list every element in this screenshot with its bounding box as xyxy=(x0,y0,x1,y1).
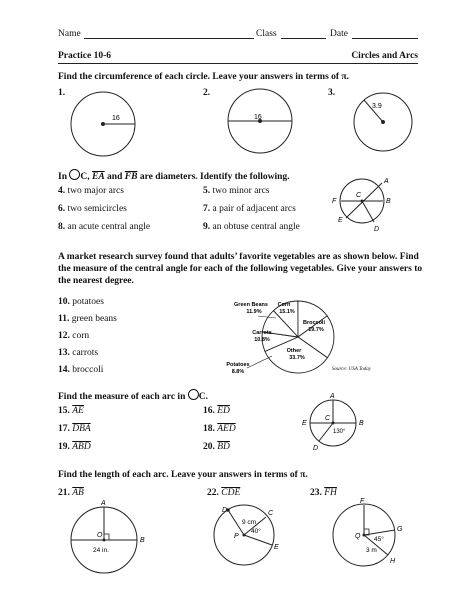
problem-5: 5. two minor arcs xyxy=(203,186,270,196)
svg-text:E: E xyxy=(338,217,343,224)
section4-instruction: Find the measure of each arc in C. xyxy=(58,389,208,402)
svg-text:P: P xyxy=(234,533,239,540)
svg-text:45°: 45° xyxy=(374,536,384,543)
svg-text:B: B xyxy=(386,198,391,205)
problem-4: 4. two major arcs xyxy=(58,186,124,196)
problem-22: 22. $\overline{CDE}$ xyxy=(207,488,241,498)
problem-3-number: 3. xyxy=(328,88,336,98)
problem-12: 12. corn xyxy=(58,331,90,341)
svg-text:G: G xyxy=(397,526,403,533)
problem-19: 19. $\overline{ABD}$ xyxy=(58,442,91,452)
class-label: Class xyxy=(256,29,277,39)
circle-3-radius: 3.9 xyxy=(372,103,382,110)
problem-20: 20. $\overline{BD}$ xyxy=(203,442,230,452)
svg-text:E: E xyxy=(302,420,307,427)
problem-2-number: 2. xyxy=(203,88,211,98)
problem-23: 23. $\overline{FH}$ xyxy=(310,488,337,498)
svg-text:Q: Q xyxy=(355,533,361,540)
problem-15: 15. $\overline{AE}$ xyxy=(58,406,84,416)
svg-text:A: A xyxy=(330,393,335,400)
section3-instruction-line2: the measure of the central angle for each of the following vegetables. Give your answers to xyxy=(58,264,423,274)
fig-23 xyxy=(333,498,403,566)
svg-text:C: C xyxy=(325,415,331,422)
svg-text:F: F xyxy=(332,198,337,205)
pie-value-other: 33.7% xyxy=(289,355,305,361)
pie-label-green-beans: Green Beans xyxy=(234,302,268,308)
pie-label-broccoli: Broccoli xyxy=(302,320,326,326)
problem-10: 10. potatoes xyxy=(58,297,104,307)
svg-text:C: C xyxy=(268,510,274,517)
pie-value-carrots: 10.8% xyxy=(254,337,270,343)
svg-text:130°: 130° xyxy=(333,429,346,435)
topic-title: Circles and Arcs xyxy=(351,51,418,61)
svg-text:24 in.: 24 in. xyxy=(93,547,109,554)
svg-text:40°: 40° xyxy=(251,528,261,535)
problem-9: 9. an obtuse central angle xyxy=(203,222,300,232)
date-label: Date xyxy=(330,29,348,39)
section1-instruction: Find the circumference of each circle. Leave your answers in terms of π. xyxy=(58,72,350,82)
problem-1-number: 1. xyxy=(58,88,66,98)
pie-value-corn: 15.1% xyxy=(279,309,295,315)
svg-text:B: B xyxy=(359,420,364,427)
svg-text:C: C xyxy=(356,192,362,199)
svg-text:A: A xyxy=(101,500,106,507)
problem-17: 17. $\overline{DBA}$ xyxy=(58,424,91,434)
problem-18: 18. $\overline{AED}$ xyxy=(203,424,236,434)
problem-16: 16. $\overline{ED}$ xyxy=(203,406,230,416)
pie-label-carrots: Carrots xyxy=(252,330,272,336)
svg-text:B: B xyxy=(140,537,145,544)
section3-instruction-line1: A market research survey found that adults’ favorite vegetables are as shown below. Find xyxy=(58,252,419,262)
problem-21: 21. $\overline{AB}$ xyxy=(58,488,84,498)
problem-8: 8. an acute central angle xyxy=(58,222,151,232)
section5-instruction: Find the length of each arc. Leave your answers in terms of π. xyxy=(58,470,308,480)
circle-1-radius: 16 xyxy=(112,115,120,122)
section2-instruction: In C, $\overline{EA}$ and $\overline{FB}$ are diameters. Identify the following. xyxy=(58,169,290,182)
svg-text:9 cm: 9 cm xyxy=(242,519,257,526)
svg-text:D: D xyxy=(313,445,319,452)
practice-title: Practice 10-6 xyxy=(58,51,112,61)
svg-text:H: H xyxy=(390,558,396,565)
fig-22 xyxy=(214,505,279,565)
svg-text:D: D xyxy=(222,507,228,514)
problem-14: 14. broccoli xyxy=(58,365,104,375)
svg-text:3 m: 3 m xyxy=(366,547,377,554)
name-label: Name xyxy=(58,29,81,39)
svg-text:F: F xyxy=(360,498,365,505)
pie-value-potatoes: 8.8% xyxy=(231,369,245,375)
circle-2-diameter: 16 xyxy=(254,114,262,121)
problem-6: 6. two semicircles xyxy=(58,204,127,214)
fig-21 xyxy=(71,500,145,573)
svg-text:A: A xyxy=(384,178,389,185)
problem-13: 13. carrots xyxy=(58,348,99,358)
pie-label-corn: Corn xyxy=(277,302,291,308)
problem-7: 7. a pair of adjacent arcs xyxy=(203,204,296,214)
chart-source: Source: USA Today xyxy=(332,367,371,372)
svg-text:D: D xyxy=(374,226,380,233)
svg-text:O: O xyxy=(97,532,103,539)
pie-value-broccoli: 19.7% xyxy=(308,327,324,333)
svg-text:E: E xyxy=(274,544,279,551)
section3-instruction-line3: the nearest degree. xyxy=(58,276,134,286)
pie-label-other: Other xyxy=(286,348,302,354)
problem-11: 11. green beans xyxy=(58,314,117,324)
pie-value-green-beans: 11.9% xyxy=(246,309,262,315)
pie-label-potatoes: Potatoes xyxy=(226,362,250,368)
